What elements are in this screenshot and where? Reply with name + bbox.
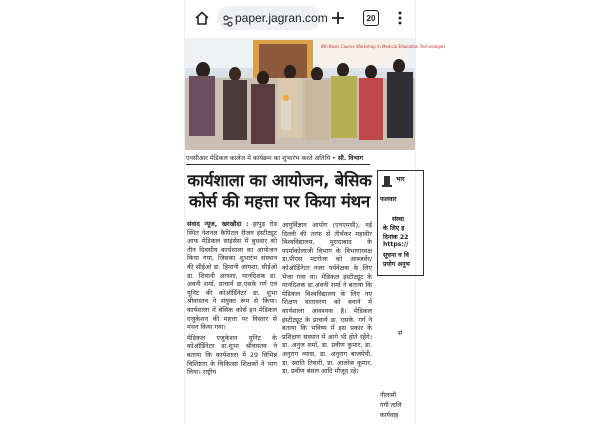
side-notice xyxy=(374,168,415,424)
new-tab-icon[interactable] xyxy=(331,10,345,29)
divider xyxy=(186,164,370,165)
dateline: संवाद न्यूज, खरखौदा : xyxy=(187,220,249,228)
side-bottom-1: सं xyxy=(398,330,403,337)
side-bottom-2: नीलामी xyxy=(380,392,397,399)
site-info-icon[interactable] xyxy=(223,12,233,31)
paragraph-1-text: हापुड़ रोड स्थित नेशनल कैपिटल रीजन इंस्टीट्यूट आफ मेडिकल साइंसेस में बुधवार को तीन दिवसीय कार्यशाला का आयोजन किया गया, जिसका शुभारंभ संस्थान की सीईओ डा. हिमानी आयशा, सीईओ डा. शिवानी आयशा, मानदिशक डा. अवनी शर्मा, प्राचार्य डा.एसके गर्ग एवं यूनिट की कोऑर्डिनेटर डा. शुभा श्रीवास्तव ने संयुक्त रूप से किया। कार्यशाला में बेसिक कोर्स इन मेडिकल एजुकेशन की महत्ता पर विस्तार से मंथन किया गया। xyxy=(187,220,277,332)
side-bottom-4: कार्यवाह xyxy=(380,412,399,419)
home-icon[interactable] xyxy=(191,7,213,29)
caption-text: एनसीआर मेडिकल कालेज में कार्यक्रम का शुभारंभ करते अतिथि • xyxy=(186,155,336,162)
headline-line-1: कार्यशाला का आयोजन, बेसिक xyxy=(187,171,372,190)
url-text[interactable]: paper.jagran.com xyxy=(235,11,328,25)
side-line-5: दिनांक 22 xyxy=(383,234,409,241)
headline-line-2: कोर्स की महत्ता पर किया मंथन xyxy=(189,192,370,211)
article-column-2 xyxy=(282,221,372,378)
photo-caption xyxy=(186,153,414,162)
paragraph-3: आयुर्विज्ञान आयोग (एनएमसी), नई दिल्ली की तरफ से तीर्थंकर महावीर विश्वविद्यालय, मुरादाबाद के फार्माकोलाजी विभाग के विभागाध्यक्ष डा.पीएस मटरोजा को आब्जर्वर/कोऑर्डिनेटर नजर पर्यवेक्षक के लिए भेजा गया था। मेडिकल इंस्टीट्यूट के मानदिशक डा.अवनी शर्मा ने बताया कि मेडिकल विश्वविद्यालय के लिए नए शिक्षण वातावरण को बनाने में कार्यशाला आवश्यक है। मेडिकल इंस्टीट्यूट के प्राचार्य डा. एसके. गर्ग ने बताया कि भविष्य में इस प्रकार के प्रशिक्षण संस्थान में आगे भी होते रहेंगे। डा. अनुज शर्मा, डा. प्रवीण कुमार, डा. अनुराग व्यास, डा. अनुराग बाजपेयी, डा. स्वाति तिवारी, डा. आलोक कुमार, डा. प्रवीण बंसल आदि मौजूद रहे। xyxy=(282,221,372,376)
more-menu-icon[interactable] xyxy=(397,10,403,29)
side-line-3: संस्था xyxy=(392,216,405,223)
paragraph-1 xyxy=(187,220,277,332)
event-photo xyxy=(185,38,446,150)
article-column-1 xyxy=(187,220,277,379)
caption-credit: सौ. विभाग xyxy=(337,155,364,162)
side-line-2: फलवार xyxy=(380,196,397,203)
side-line-6: https:// xyxy=(383,241,409,248)
tab-switcher-button[interactable]: 20 xyxy=(363,10,379,26)
side-line-8: प्रयोग अनुभ xyxy=(383,261,410,268)
paragraph-2: मेडिकल एजुकेशन यूनिट के कोऑर्डिनेटर डा.शुभा श्रीवास्तव ने बताया कि कार्यशाला में 29 विभिन्न विशिष्टता के चिकित्सा शिक्षकों ने भाग लिया। राष्ट्रीय xyxy=(187,333,277,377)
side-line-4: के लिए इ xyxy=(383,225,405,232)
headline xyxy=(187,170,372,212)
side-line-1: भार xyxy=(396,176,405,183)
side-bottom-3: गयी तालि xyxy=(380,402,402,409)
address-bar[interactable] xyxy=(217,6,328,30)
side-line-7: सूचना व वि xyxy=(383,252,409,259)
emblem-icon xyxy=(381,174,393,188)
banner-text: 8th Basic Course Workshop in Medical Education Technologies xyxy=(321,44,446,49)
